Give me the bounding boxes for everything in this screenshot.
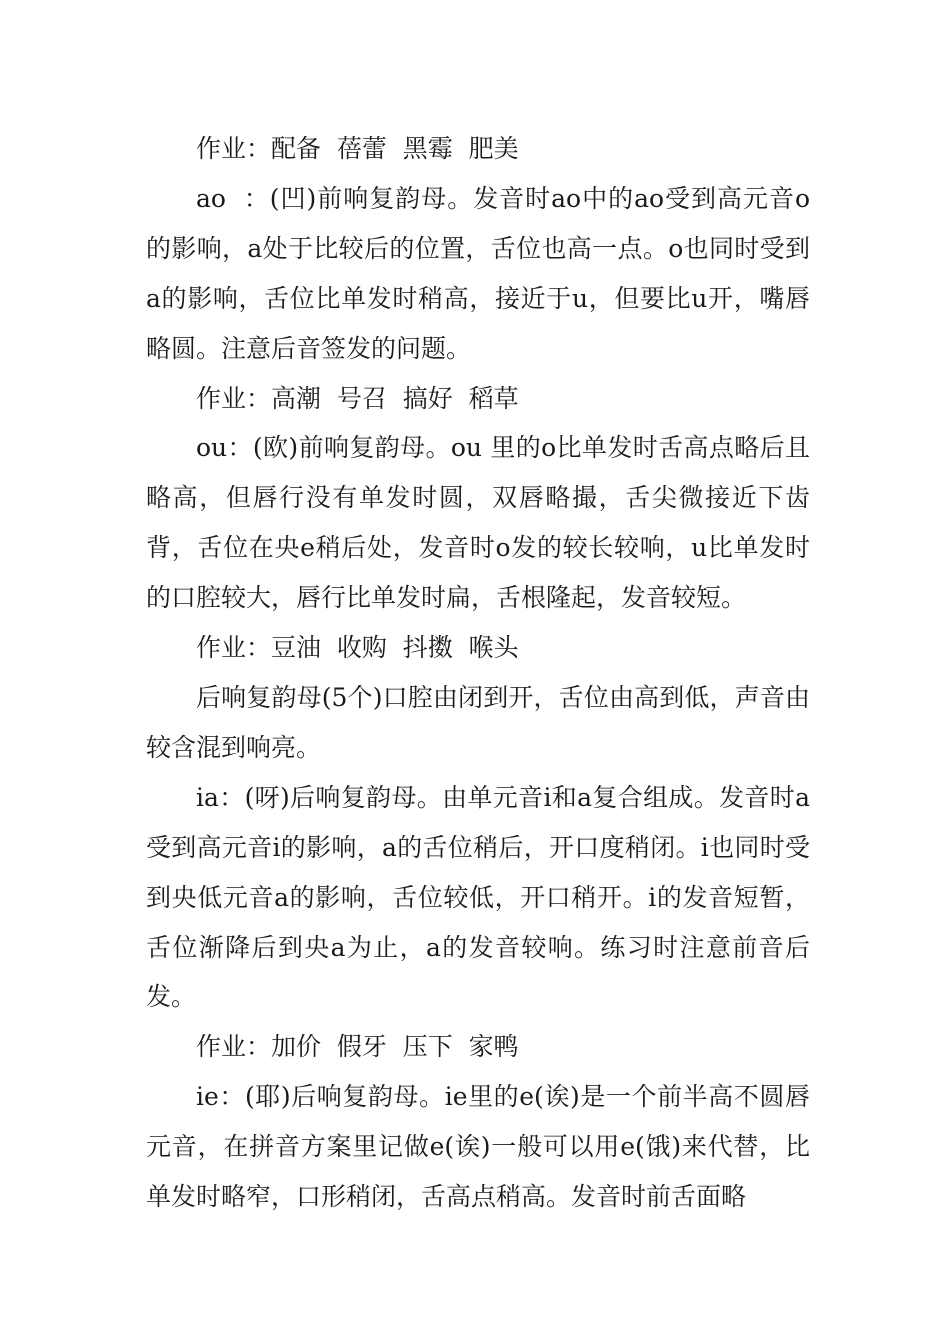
body-paragraph: 后响复韵母(5个)口腔由闭到开，舌位由高到低，声音由较含混到响亮。 bbox=[146, 682, 810, 762]
homework-line: 作业：高潮 号召 搞好 稻草 bbox=[196, 383, 519, 413]
homework-line: 作业：豆油 收购 抖擞 喉头 bbox=[196, 633, 519, 663]
body-paragraph: ou：(欧)前响复韵母。ou 里的o比单发时舌高点略后且略高，但唇行没有单发时圆，双唇略撮，舌尖微接近下齿背，舌位在央e稍后处，发音时o发的较长较响，u比单发时的口腔较大，唇行比单发时扁，舌根隆起，发音较短。 bbox=[146, 433, 810, 613]
body-paragraph: ao ：(凹)前响复韵母。发音时ao中的ao受到高元音o的影响，a处于比较后的位置，舌位也高一点。o也同时受到a的影响，舌位比单发时稍高，接近于u，但要比u开，嘴唇略圆。注意后音签发的问题。 bbox=[146, 183, 810, 363]
document-body bbox=[146, 124, 810, 1222]
body-paragraph: ia：(呀)后响复韵母。由单元音i和a复合组成。发音时a受到高元音i的影响，a的舌位稍后，开口度稍闭。i也同时受到央低元音a的影响，舌位较低，开口稍开。i的发音短暂，舌位渐降后到央a为止，a的发音较响。练习时注意前音后发。 bbox=[146, 782, 810, 1012]
body-paragraph: ie：(耶)后响复韵母。ie里的e(诶)是一个前半高不圆唇元音，在拼音方案里记做e(诶)一般可以用e(饿)来代替，比单发时略窄，口形稍闭，舌高点稍高。发音时前舌面略 bbox=[146, 1082, 810, 1212]
homework-line: 作业：加价 假牙 压下 家鸭 bbox=[196, 1032, 519, 1062]
homework-line: 作业：配备 蓓蕾 黑霉 肥美 bbox=[196, 134, 519, 163]
